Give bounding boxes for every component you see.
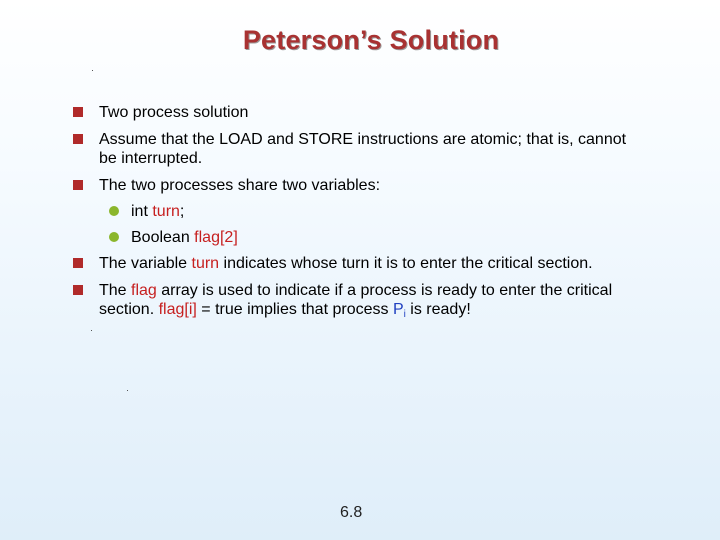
slide-title: Peterson’s Solution — [242, 25, 500, 55]
code-flag-i: flag[i] — [158, 301, 197, 318]
bullet-text-middle: array is used to indicate if a process is ready to enter the critical section. — [99, 282, 613, 318]
sub-bullet-prefix: Boolean — [131, 229, 195, 246]
speck-mark — [91, 330, 92, 331]
speck-mark — [92, 70, 93, 71]
code-turn: turn — [191, 255, 220, 272]
process-subscript: i — [403, 309, 406, 320]
sub-bullet-item — [72, 202, 632, 221]
process-letter: P — [392, 301, 404, 318]
bullet-text: Two process solution — [99, 104, 249, 121]
process-name — [393, 301, 406, 318]
bullet-text: The two processes share two variables: — [99, 177, 381, 194]
code-flag-array: flag[2] — [194, 229, 238, 246]
bullet-text-prefix: The — [99, 282, 132, 299]
square-bullet-icon — [73, 180, 83, 190]
bullet-item — [72, 281, 632, 319]
bullet-text: Assume that the LOAD and STORE instructions are atomic; that is, cannot be interrupted. — [99, 131, 627, 167]
sub-bullet-suffix: ; — [179, 203, 185, 220]
round-bullet-icon — [109, 206, 119, 216]
bullet-item — [72, 254, 632, 273]
bullet-text-prefix: The variable — [99, 255, 192, 272]
bullet-item — [72, 103, 632, 122]
bullet-item — [72, 176, 632, 195]
sub-bullet-prefix: int — [131, 203, 153, 220]
square-bullet-icon — [73, 285, 83, 295]
bullet-text-suffix: is ready! — [405, 301, 471, 318]
bullet-text-middle-2: = true implies that process — [196, 301, 393, 318]
code-turn: turn — [152, 203, 180, 220]
bullet-text-suffix: indicates whose turn it is to enter the critical section. — [219, 255, 593, 272]
page-number: 6.8 — [340, 504, 363, 521]
square-bullet-icon — [73, 134, 83, 144]
square-bullet-icon — [73, 107, 83, 117]
bullet-item — [72, 130, 632, 168]
bullet-list — [72, 103, 632, 327]
speck-mark — [127, 390, 128, 391]
round-bullet-icon — [109, 232, 119, 242]
square-bullet-icon — [73, 258, 83, 268]
sub-bullet-item — [72, 228, 632, 247]
code-flag: flag — [131, 282, 157, 299]
